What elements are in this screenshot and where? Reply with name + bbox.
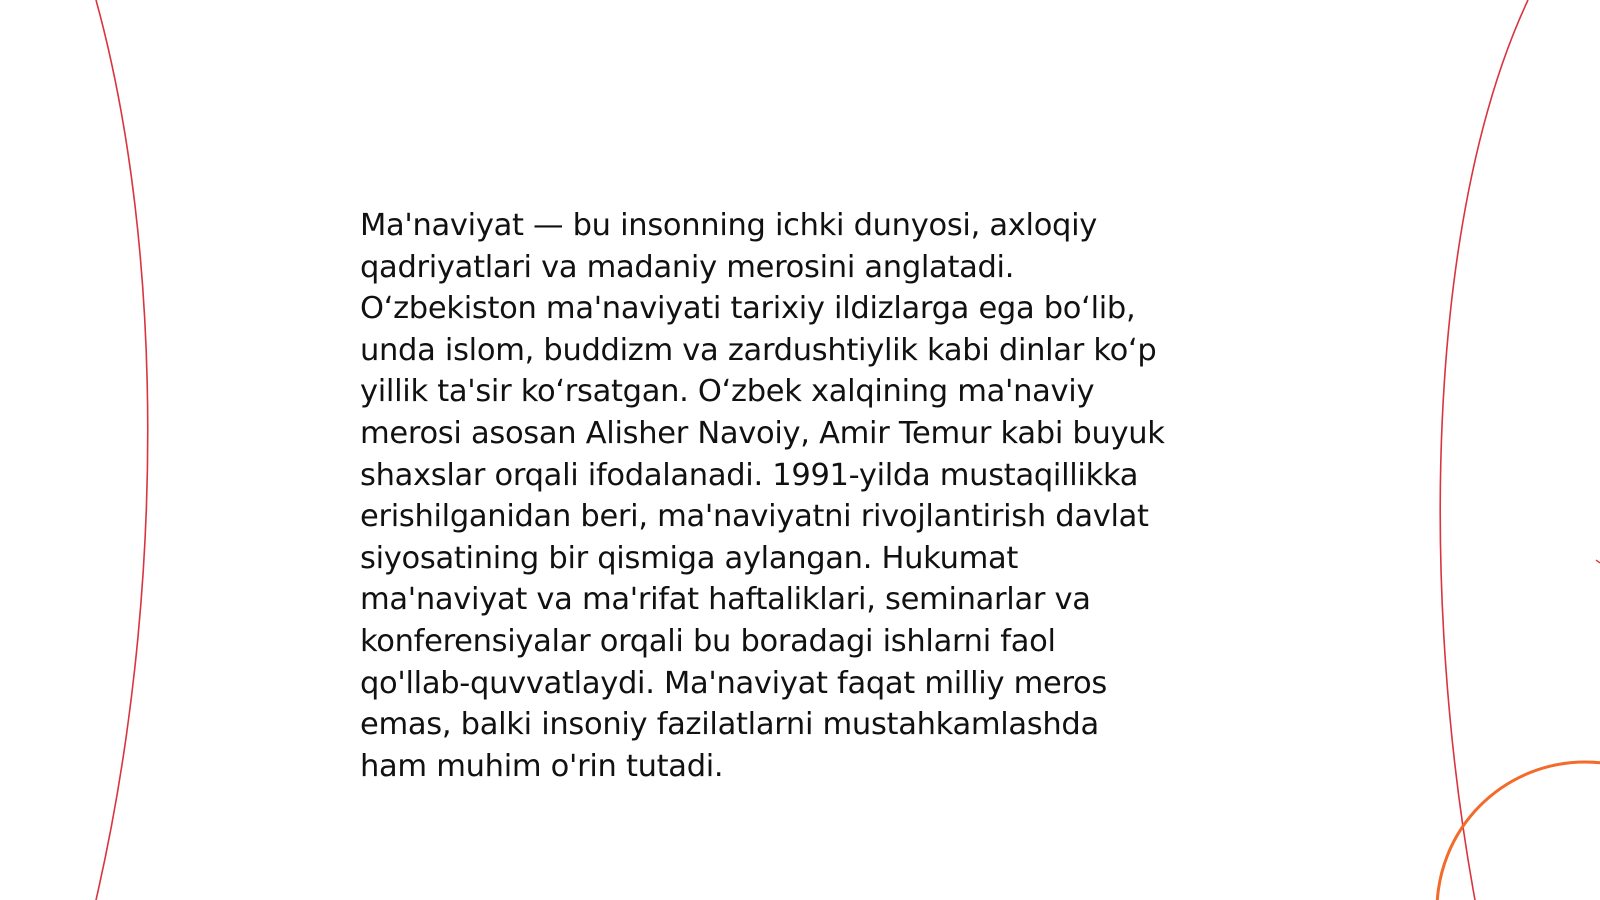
paragraph-line: shaxslar orqali ifodalanadi. 1991-yilda mustaqillikka bbox=[360, 457, 1139, 493]
paragraph-line: O‘zbekiston ma'naviyati tarixiy ildizlarga ega bo‘lib, bbox=[360, 291, 1136, 327]
paragraph-line: merosi asosan Alisher Navoiy, Amir Temur kabi buyuk bbox=[360, 415, 1165, 451]
paragraph-line: siyosatining bir qismiga aylangan. Hukumat bbox=[360, 540, 1019, 576]
paragraph-line: yillik ta'sir ko‘rsatgan. O‘zbek xalqining ma'naviy bbox=[360, 374, 1095, 410]
paragraph-line: erishilganidan beri, ma'naviyatni rivojlantirish davlat bbox=[360, 499, 1149, 535]
paragraph-line: unda islom, buddizm va zardushtiylik kabi dinlar ko‘p bbox=[360, 332, 1157, 368]
paragraph-line: qadriyatlari va madaniy merosini anglatadi. bbox=[360, 249, 1015, 285]
left-decorative-curve bbox=[96, 0, 148, 900]
paragraph-line: qo'llab-quvvatlaydi. Ma'naviyat faqat milliy meros bbox=[360, 665, 1107, 701]
paragraph-line: emas, balki insoniy fazilatlarni mustahkamlashda bbox=[360, 707, 1099, 743]
edge-tick-mark bbox=[1596, 560, 1600, 563]
right-decorative-curve bbox=[1440, 0, 1528, 900]
paragraph-line: ma'naviyat va ma'rifat haftaliklari, seminarlar va bbox=[360, 582, 1091, 618]
body-paragraph bbox=[360, 205, 1240, 787]
accent-circle-outline bbox=[1437, 762, 1600, 900]
paragraph-line: ham muhim o'rin tutadi. bbox=[360, 748, 724, 784]
paragraph-line: Ma'naviyat — bu insonning ichki dunyosi, axloqiy bbox=[360, 208, 1098, 243]
paragraph-line: konferensiyalar orqali bu boradagi ishlarni faol bbox=[360, 623, 1056, 659]
